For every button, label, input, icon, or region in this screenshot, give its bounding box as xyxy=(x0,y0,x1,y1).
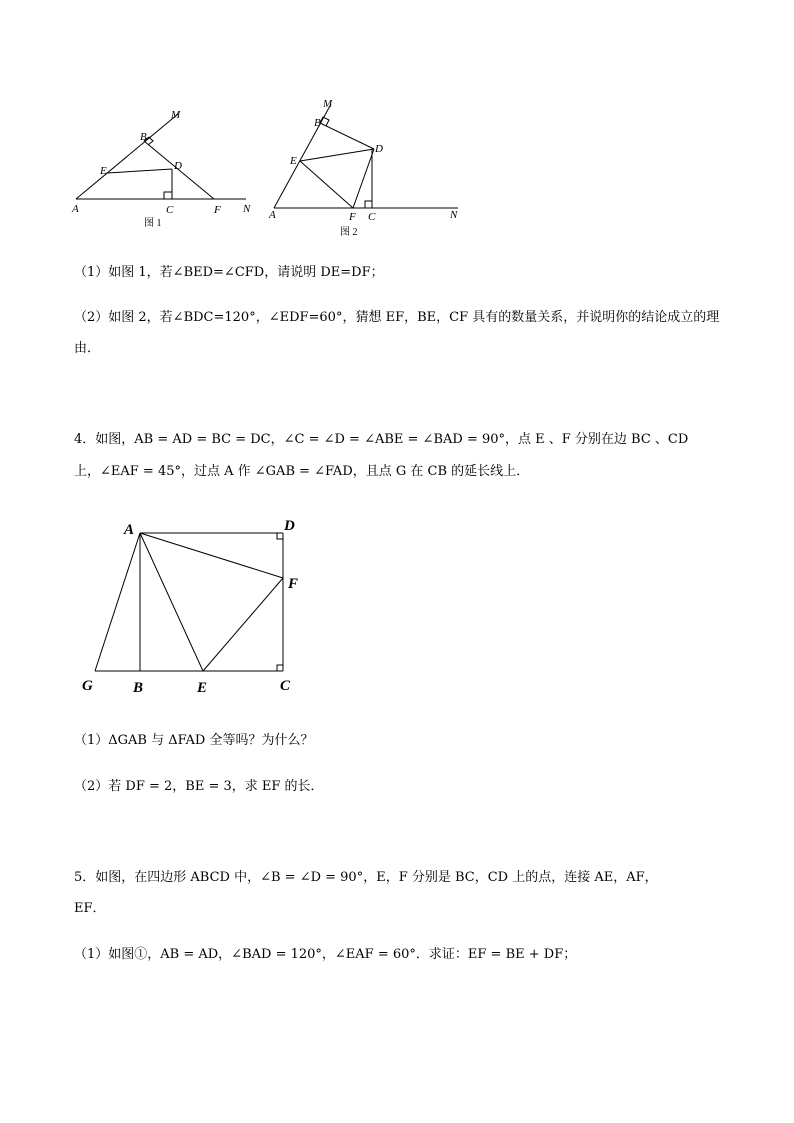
q3-part-2-line-2: 由． xyxy=(74,341,101,356)
q4-label-c: C xyxy=(280,678,291,694)
q5-stem-line-2: EF． xyxy=(74,901,106,916)
q4-stem-line-2: 上，∠EAF = 45°，过点 A 作 ∠GAB = ∠FAD，且点 G 在 CB 的延长线上． xyxy=(74,464,530,479)
fig1-label-b: B xyxy=(140,131,147,143)
fig2-label-e: E xyxy=(290,155,297,167)
figure-q4-square xyxy=(70,510,320,700)
fig1-label-f: F xyxy=(214,204,221,216)
figure-2 xyxy=(258,90,468,240)
figure-1 xyxy=(60,100,270,235)
q4-label-e: E xyxy=(197,680,208,696)
q3-part-2-line-1: （2）如图 2，若∠BDC=120°，∠EDF=60°，猜想 EF，BE，CF 具有的数量关系，并说明你的结论成立的理 xyxy=(74,310,720,325)
fig2-label-n: N xyxy=(450,209,458,221)
fig2-label-d: D xyxy=(375,143,383,155)
fig2-caption: 图 2 xyxy=(340,227,358,238)
fig2-label-f: F xyxy=(349,211,356,223)
fig2-label-c: C xyxy=(368,211,376,223)
fig1-label-d: D xyxy=(174,160,182,172)
q3-part-1: （1）如图 1，若∠BED=∠CFD，请说明 DE=DF； xyxy=(74,265,384,280)
fig1-label-e: E xyxy=(100,165,107,177)
q4-part-1: （1）ΔGAB 与 ΔFAD 全等吗？为什么？ xyxy=(74,733,314,748)
q4-label-f: F xyxy=(288,576,299,592)
q4-stem-line-1: 4．如图，AB = AD = BC = DC，∠C = ∠D = ∠ABE = ∠BAD = 90°，点 E 、F 分别在边 BC 、CD xyxy=(74,432,689,447)
q4-label-g: G xyxy=(82,678,93,694)
q4-label-d: D xyxy=(284,518,295,534)
fig1-caption: 图 1 xyxy=(144,218,162,229)
fig1-label-m: M xyxy=(171,109,181,121)
fig1-label-c: C xyxy=(166,204,174,216)
fig2-label-a: A xyxy=(269,209,276,221)
fig1-label-a: A xyxy=(72,203,79,215)
q5-part-1: （1）如图①，AB = AD，∠BAD = 120°，∠EAF = 60°．求证：EF = BE + DF； xyxy=(74,947,577,962)
q5-stem-line-1: 5．如图，在四边形 ABCD 中，∠B = ∠D = 90°，E，F 分别是 BC，CD 上的点，连接 AE，AF， xyxy=(74,870,658,885)
fig1-label-n: N xyxy=(243,203,251,215)
q4-label-a: A xyxy=(124,522,135,538)
q4-part-2: （2）若 DF = 2，BE = 3，求 EF 的长． xyxy=(74,779,324,794)
fig2-label-m: M xyxy=(323,98,333,110)
q4-label-b: B xyxy=(133,680,144,696)
fig2-label-b: B xyxy=(314,117,321,129)
